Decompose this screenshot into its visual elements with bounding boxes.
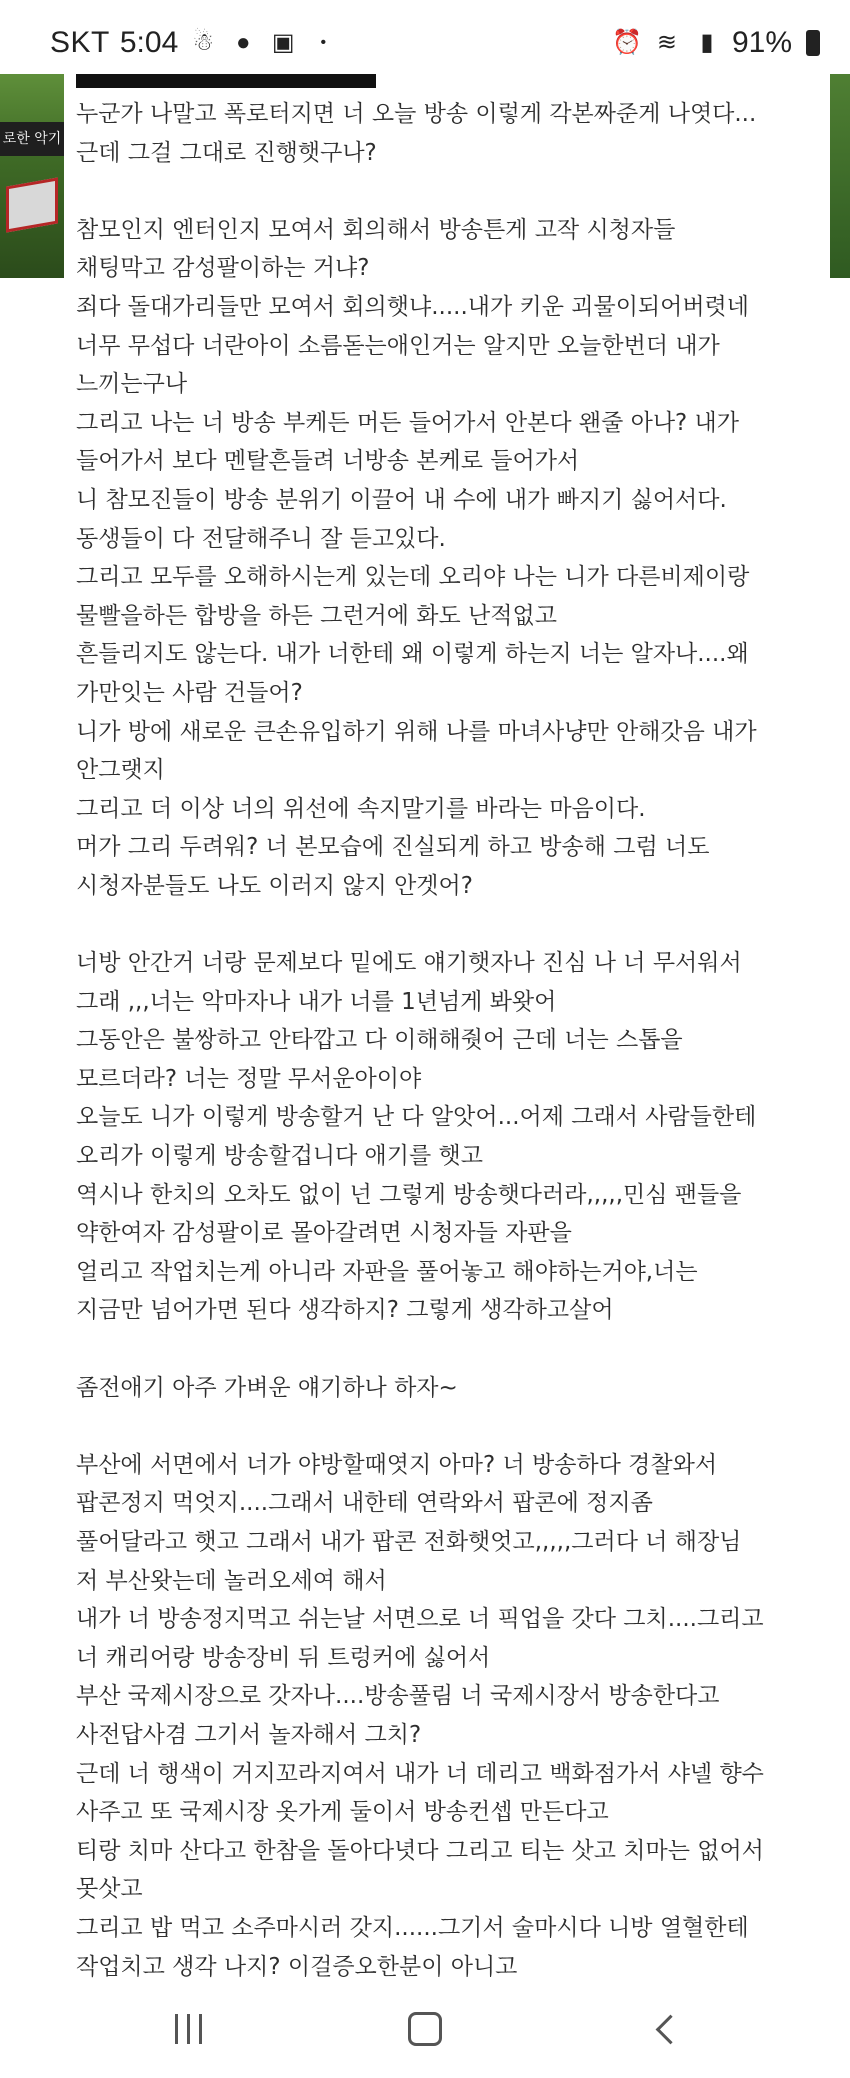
post-line: 내가 너 방송정지먹고 쉬는날 서면으로 너 픽업을 갓다 그치....그리고 너 캐리어랑 방송장비 뒤 트렁커에 싫어서 [76,1606,764,1671]
dot-icon: • [320,34,327,51]
paragraph-gap [76,172,766,211]
alarm-icon: ⏰ [612,29,642,56]
carrier-label: SKT [50,26,110,59]
post-line: 그리고 밥 먹고 소주마시러 갓지......그기서 술마시다 니방 열혈한테 [76,1914,749,1941]
paragraph-gap [76,1407,766,1446]
recent-apps-button[interactable] [158,2004,218,2054]
post-line: 그동안은 불쌍하고 안타깝고 다 이해해줫어 근데 너는 스톱을 모르더라? 너는 정말 무서운아이야 [76,1027,683,1092]
side-thumbnail-right[interactable] [830,74,850,278]
side-thumbnail-left[interactable] [0,74,64,278]
post-line: 너무 무섭다 너란아이 소름돋는애인거는 알지만 오늘한번더 내가 느끼는구나 [76,332,720,398]
post-line: 머가 그리 두려워? 너 본모습에 진실되게 하고 방송해 그럼 너도 시청자분들도 나도 이러지 않지 안겟어? [76,834,710,899]
post-line: 근데 그걸 그대로 진행햇구나? [76,139,377,166]
top-image-strip [76,74,376,88]
battery-percent: 91% [731,26,792,59]
post-line: 니 참모진들이 방송 분위기 이끌어 내 수에 내가 빠지기 싫어서다. 동생들이 다 전달해주니 잘 듣고있다. [76,486,727,552]
navigation-bar [0,1980,850,2078]
gallery-icon: ▣ [271,29,295,56]
post-line: 흔들리지도 않는다. 내가 너한테 왜 이렇게 하는지 너는 알자나....왜 가만잇는 사람 건들어? [76,641,749,706]
chat-icon: ● [236,29,251,56]
back-icon [655,2014,685,2044]
status-left [50,26,338,60]
signal-icon: ▮ [700,29,714,56]
side-thumbnail-graphic [6,177,58,232]
post-line: 부산에 서면에서 너가 야방할때엿지 아마? 너 방송하다 경찰와서 팝콘정지 먹엇지....그래서 내한테 연락와서 팝콘에 정지좀 [76,1451,718,1517]
post-line: 오늘도 니가 이렇게 방송할거 난 다 알앗어...어제 그래서 사람들한테 오리가 이렇게 방송할겁니다 애기를 햇고 [76,1104,757,1170]
paragraph-gap [76,1330,766,1369]
recent-apps-icon [175,2014,202,2044]
notification-icon: ☃ [192,29,214,56]
post-line: 티랑 치마 산다고 한참을 돌아다녓다 그리고 티는 삿고 치마는 없어서 못삿고 [76,1837,764,1903]
back-button[interactable] [635,2004,695,2054]
side-thumbnail-tag: 로한 악기 [0,122,64,156]
battery-icon [806,30,820,56]
post-line: 풀어달라고 햇고 그래서 내가 팝콘 전화햇엇고,,,,,그러다 너 해장님 저 부산왓는데 놀러오세여 해서 [76,1528,742,1594]
clock: 5:04 [119,26,179,59]
status-right [612,26,820,60]
post-line: 근데 너 행색이 거지꼬라지여서 내가 너 데리고 백화점가서 샤넬 향수 사주고 또 국제시장 옷가게 둘이서 방송컨셉 만든다고 [76,1760,764,1826]
post-line: 누군가 나말고 폭로터지면 너 오늘 방송 이렇게 각본짜준게 나엿다... [76,101,757,127]
post-line: 역시나 한치의 오차도 없이 넌 그렇게 방송햇다러라,,,,,민심 팬들을 약한여자 감성팔이로 몰아갈려면 시청자들 자판을 [76,1181,742,1247]
post-line: 니가 방에 새로운 큰손유입하기 위해 나를 마녀사냥만 안해갓음 내가 안그랫지 [76,718,757,784]
post-line: 그리고 나는 너 방송 부케든 머든 들어가서 안본다 왠줄 아나? 내가 들어가서 보다 멘탈흔들려 너방송 본케로 들어가서 [76,409,739,475]
post-line: 얼리고 작업치는게 아니라 자판을 풀어놓고 해야하는거야,너는 지금만 넘어가면 된다 생각하지? 그렇게 생각하고살어 [76,1258,698,1324]
post-body [76,95,766,1986]
post-line: 너방 안간거 너랑 문제보다 밑에도 얘기햇자나 진심 나 너 무서워서 그래 ,,,너는 악마자나 내가 너를 1년넘게 봐왓어 [76,950,742,1015]
paragraph-gap [76,905,766,944]
post-line: 부산 국제시장으로 갓자나....방송풀림 너 국제시장서 방송한다고 사전답사겸 그기서 놀자해서 그치? [76,1683,720,1748]
home-button[interactable] [395,2004,455,2054]
post-line: 작업치고 생각 나지? 이걸증오한분이 아니고 [76,1953,518,1980]
home-icon [408,2012,442,2046]
post-line: 좀전애기 아주 가벼운 얘기하나 하자~ [76,1374,458,1401]
post-line: 죄다 돌대가리들만 모여서 회의햇냐.....내가 키운 괴물이되어버렷네 [76,293,749,320]
wifi-icon: ≋ [656,29,677,56]
post-line: 그리고 더 이상 너의 위선에 속지말기를 바라는 마음이다. [76,795,646,822]
post-line: 참모인지 엔터인지 모여서 회의해서 방송튼게 고작 시청자들 채팅막고 감성팔이하는 거냐? [76,216,676,282]
post-line: 그리고 모두를 오해하시는게 있는데 오리야 나는 니가 다른비제이랑 물빨을하든 합방을 하든 그런거에 화도 난적없고 [76,564,750,629]
